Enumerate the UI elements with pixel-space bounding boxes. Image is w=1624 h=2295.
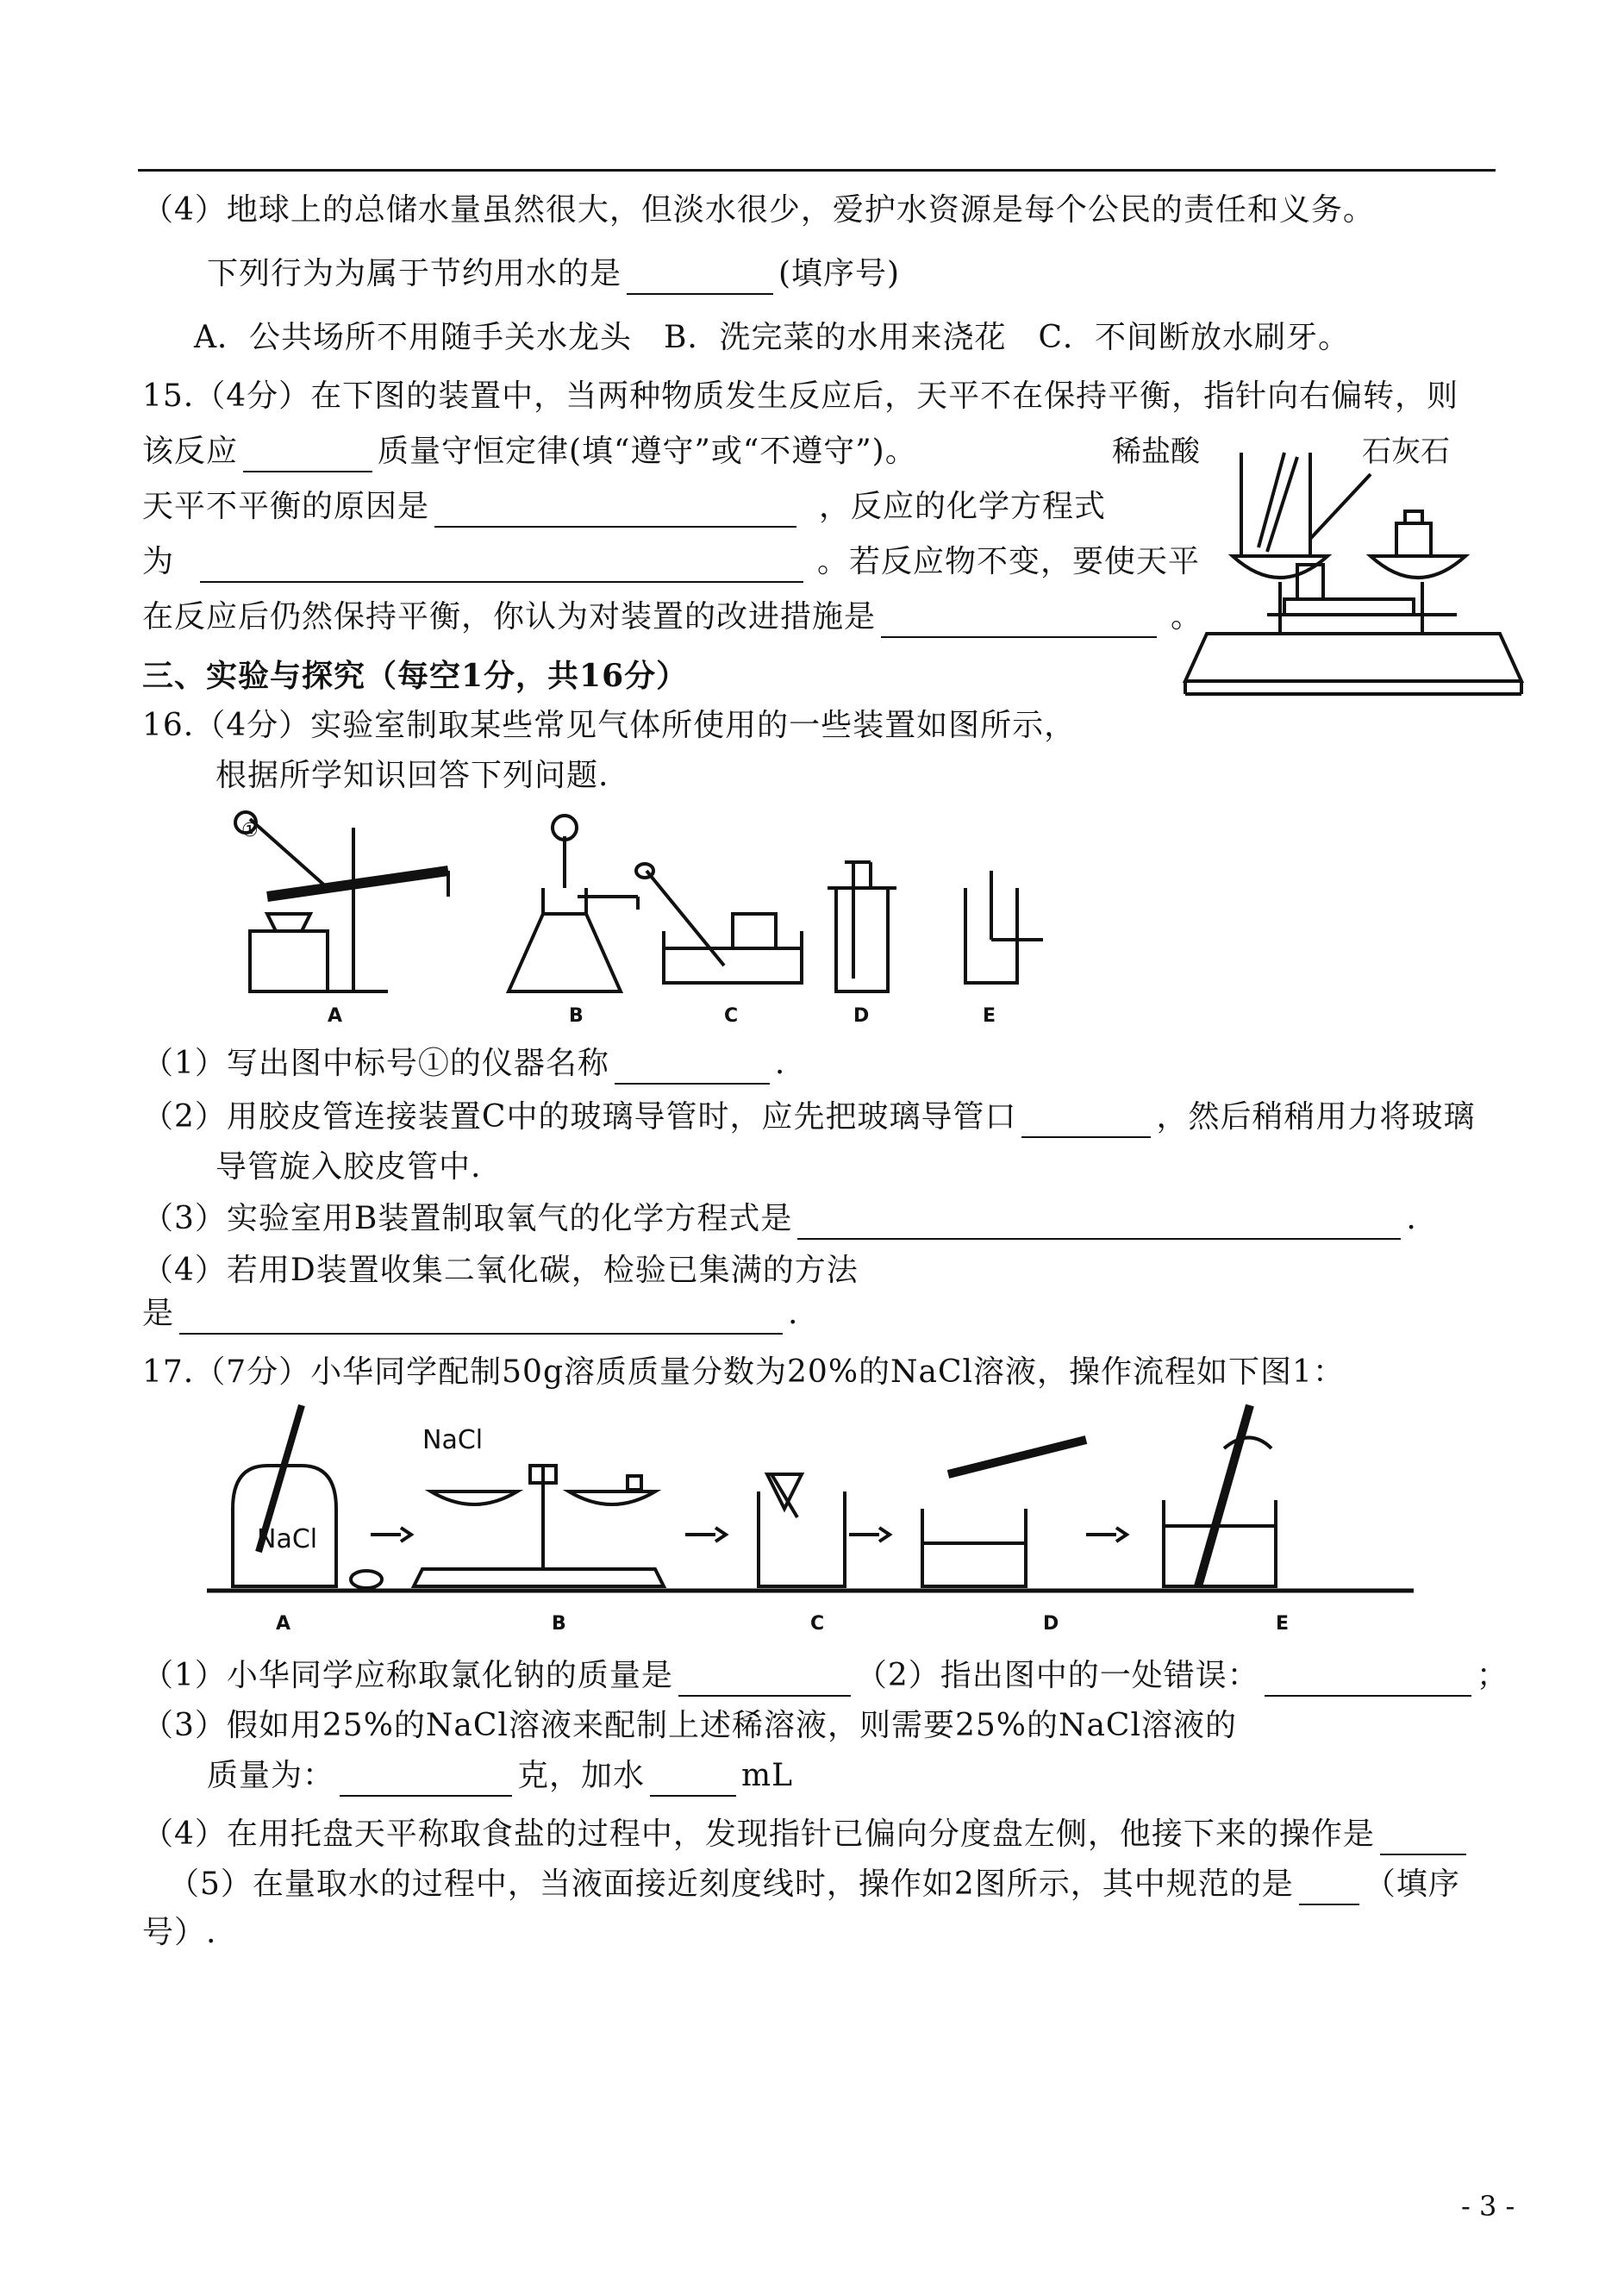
fig-label-d: D bbox=[1043, 1613, 1059, 1635]
answer-blank[interactable] bbox=[1380, 1824, 1466, 1855]
answer-blank[interactable] bbox=[1299, 1874, 1359, 1905]
label-nacl-bottle: NaCl bbox=[257, 1524, 318, 1554]
fig-label-b: B bbox=[569, 1005, 584, 1026]
fig-label-a: A bbox=[328, 1005, 343, 1026]
q15-line4: 为 。若反应物不变，要使天平 bbox=[142, 541, 1200, 583]
page-number: - 3 - bbox=[1461, 2190, 1515, 2223]
fig-label-b: B bbox=[552, 1613, 566, 1635]
q17-part5-line2: 号）. bbox=[142, 1915, 217, 1950]
q16-part4-line1: （4）若用D装置收集二氧化碳，检验已集满的方法 bbox=[142, 1253, 859, 1288]
q17-part4: （4）在用托盘天平称取食盐的过程中，发现指针已偏向分度盘左侧，他接下来的操作是 bbox=[142, 1814, 1471, 1855]
solution-prep-figure bbox=[207, 1397, 1431, 1638]
q15-line2: 该反应 质量守恒定律(填“遵守”或“不遵守”)。 bbox=[142, 431, 917, 472]
fig-label-e: E bbox=[1276, 1613, 1290, 1635]
answer-blank[interactable] bbox=[627, 264, 773, 295]
q16-part3: （3）实验室用B装置制取氧气的化学方程式是 . bbox=[142, 1198, 1417, 1240]
q14-part4-line1: （4）地球上的总储水量虽然很大，但淡水很少，爱护水资源是每个公民的责任和义务。 bbox=[142, 192, 1375, 228]
gas-apparatus-figure bbox=[233, 810, 1371, 1026]
q17-part5: （5）在量取水的过程中，当液面接近刻度线时，操作如2图所示，其中规范的是 （填序 bbox=[168, 1864, 1460, 1905]
q16-part1: （1）写出图中标号①的仪器名称 . bbox=[142, 1043, 785, 1085]
answer-blank[interactable] bbox=[1265, 1666, 1471, 1697]
q15-line5: 在反应后仍然保持平衡，你认为对装置的改进措施是 。 bbox=[142, 597, 1202, 638]
fig-label-d: D bbox=[853, 1005, 870, 1026]
q16-part4-line2: 是 . bbox=[142, 1293, 798, 1335]
label-hydrochloric-acid: 稀盐酸 bbox=[1112, 435, 1200, 469]
q17-line1: 17.（7分）小华同学配制50g溶质质量分数为20%的NaCl溶液，操作流程如下图1： bbox=[142, 1354, 1345, 1390]
section-heading: 三、实验与探究（每空1分，共16分） bbox=[142, 658, 689, 694]
q14-part4-line2: 下列行为为属于节约用水的是 (填序号) bbox=[207, 253, 900, 295]
q16-part2: （2）用胶皮管连接装置C中的玻璃导管时，应先把玻璃导管口 ，然后稍稍用力将玻璃 bbox=[142, 1097, 1475, 1138]
q16-line1: 16.（4分）实验室制取某些常见气体所使用的一些装置如图所示， bbox=[142, 708, 1077, 743]
q16-line2: 根据所学知识回答下列问题. bbox=[215, 758, 609, 793]
fig-label-a: A bbox=[276, 1613, 291, 1635]
fig-label-c: C bbox=[724, 1005, 739, 1026]
answer-blank[interactable] bbox=[434, 497, 796, 528]
q16-part2-line2: 导管旋入胶皮管中. bbox=[215, 1149, 482, 1185]
mark-circled-one: ① bbox=[241, 820, 259, 841]
label-limestone: 石灰石 bbox=[1362, 435, 1450, 469]
q14-part4-options: A．公共场所不用随手关水龙头 B．洗完菜的水用来浇花 C．不间断放水刷牙。 bbox=[194, 320, 1350, 355]
label-nacl-top: NaCl bbox=[422, 1425, 484, 1455]
answer-blank[interactable] bbox=[650, 1766, 736, 1797]
answer-blank[interactable] bbox=[243, 441, 372, 472]
answer-blank[interactable] bbox=[340, 1766, 512, 1797]
q17-part3-line1: （3）假如用25%的NaCl溶液来配制上述稀溶液，则需要25%的NaCl溶液的 bbox=[142, 1708, 1237, 1743]
fig-label-c: C bbox=[810, 1613, 825, 1635]
answer-blank[interactable] bbox=[615, 1054, 770, 1085]
answer-blank[interactable] bbox=[797, 1209, 1401, 1240]
answer-blank[interactable] bbox=[678, 1666, 851, 1697]
q17-part3-line2: 质量为： 克，加水 mL bbox=[207, 1755, 793, 1797]
answer-blank[interactable] bbox=[200, 552, 803, 583]
fig-label-e: E bbox=[983, 1005, 996, 1026]
q15-line3: 天平不平衡的原因是 ，反应的化学方程式 bbox=[142, 486, 1106, 528]
q15-line1: 15.（4分）在下图的装置中，当两种物质发生反应后，天平不在保持平衡，指针向右偏转，则 bbox=[142, 378, 1459, 414]
answer-blank[interactable] bbox=[1021, 1107, 1151, 1138]
q17-part1-2: （1）小华同学应称取氯化钠的质量是 （2）指出图中的一处错误： ； bbox=[142, 1655, 1508, 1697]
header-rule bbox=[138, 169, 1496, 172]
answer-blank[interactable] bbox=[179, 1304, 783, 1335]
balance-figure bbox=[1112, 427, 1534, 703]
